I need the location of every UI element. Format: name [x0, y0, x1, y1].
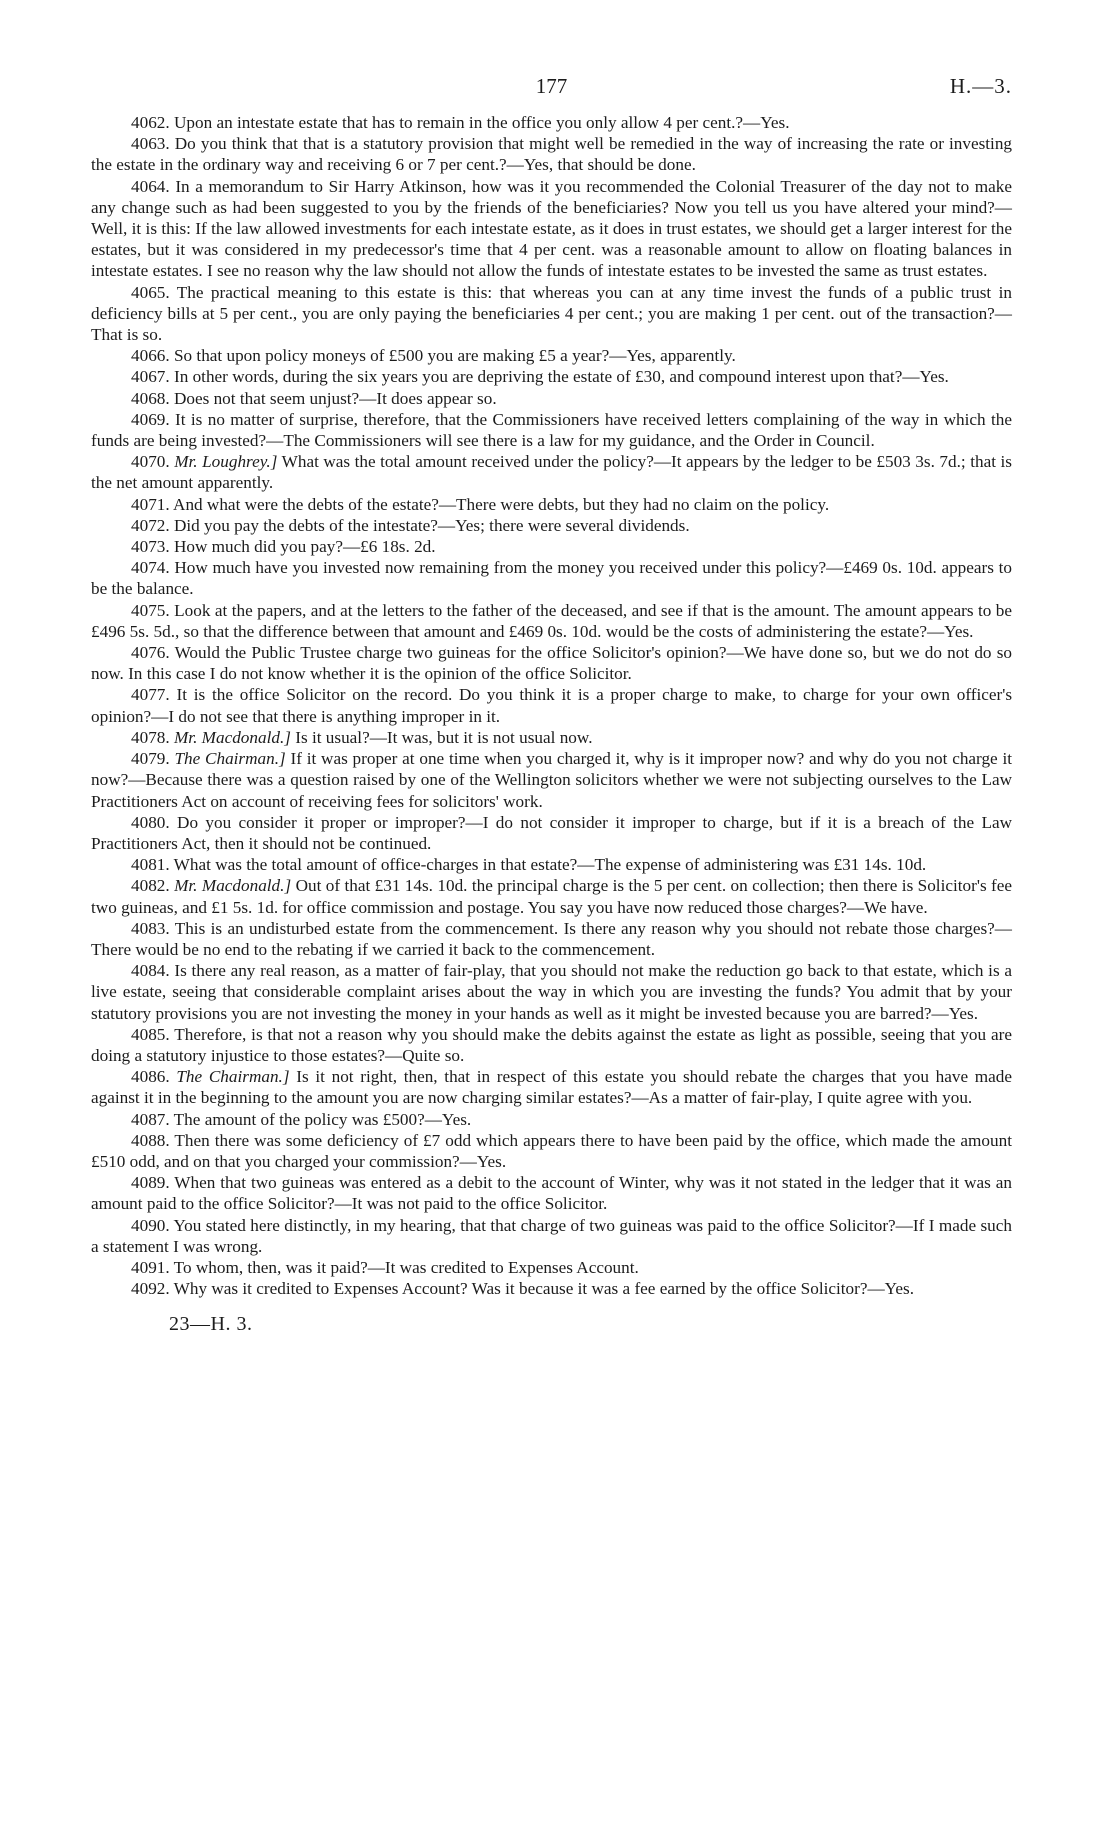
speaker-name: The Chairman.] — [176, 1067, 290, 1087]
testimony-paragraph — [91, 600, 1012, 642]
paragraph-text: Why was it credited to Expenses Account? Was it because it was a fee earned by the office Solicitor?—Yes. — [173, 1279, 914, 1299]
paragraph-text: Did you pay the debts of the intestate?—Yes; there were several dividends. — [173, 515, 690, 535]
testimony-paragraph — [91, 1215, 1012, 1257]
paragraph-text: When that two guineas was entered as a debit to the account of Winter, why was it not stated in the ledger that it was an amount paid to the office Solicitor?—It was not paid to the office Solicitor. — [91, 1173, 1012, 1214]
paragraph-text: The amount of the policy was £500?—Yes. — [173, 1109, 472, 1129]
testimony-paragraph — [91, 536, 1012, 557]
paragraph-text: In other words, during the six years you are depriving the estate of £30, and compound interest upon that?—Yes. — [173, 367, 949, 387]
testimony-paragraph — [91, 1257, 1012, 1278]
paragraph-text: Do you think that that is a statutory provision that might well be remedied in the way of increasing the rate or investing the estate in the ordinary way and receiving 6 or 7 per cent.?—Yes, that should be done. — [91, 134, 1013, 175]
question-number: 4063. — [131, 134, 170, 154]
question-number: 4069. — [131, 409, 170, 429]
question-number: 4076. — [131, 643, 170, 663]
question-number: 4072. — [131, 515, 170, 535]
testimony-paragraph — [91, 557, 1012, 599]
question-number: 4064. — [131, 176, 170, 196]
paragraph-text: Look at the papers, and at the letters to the father of the deceased, and see if that is the amount. The amount appears to be £496 5s. 5d., so that the difference between that amount and £469 0s. 10d. would be the costs of administering the estate?—Yes. — [91, 600, 1013, 641]
question-number: 4089. — [131, 1173, 170, 1193]
testimony-paragraph — [91, 1278, 1012, 1299]
document-body — [91, 112, 1012, 1299]
testimony-paragraph — [91, 812, 1012, 854]
paragraph-text: You stated here distinctly, in my hearing, that that charge of two guineas was paid to the office Solicitor?—If I made such a statement I was wrong. — [91, 1215, 1012, 1256]
question-number: 4092. — [131, 1279, 170, 1299]
paragraph-text: Upon an intestate estate that has to remain in the office you only allow 4 per cent.?—Yes. — [173, 113, 790, 132]
testimony-paragraph — [91, 727, 1012, 748]
testimony-paragraph — [91, 1109, 1012, 1130]
paragraph-text: Therefore, is that not a reason why you should make the debits against the estate as light as possible, seeing that you are doing a statutory injustice to those estates?—Quite so. — [91, 1024, 1012, 1065]
question-number: 4062. — [131, 113, 170, 132]
question-number: 4082. — [131, 876, 170, 896]
paragraph-text: What was the total amount received under the policy?—It appears by the ledger to be £503 3s. 7d.; that is the net amount apparently. — [91, 452, 1012, 493]
paragraph-text: Does not that seem unjust?—It does appear so. — [173, 388, 497, 408]
question-number: 4088. — [131, 1130, 170, 1150]
paragraph-text: And what were the debts of the estate?—There were debts, but they had no claim on the policy. — [173, 494, 830, 514]
question-number: 4080. — [131, 812, 170, 832]
question-number: 4087. — [131, 1109, 170, 1129]
question-number: 4081. — [131, 855, 170, 875]
testimony-paragraph — [91, 748, 1012, 812]
testimony-paragraph — [91, 960, 1012, 1024]
question-number: 4067. — [131, 367, 170, 387]
testimony-paragraph — [91, 515, 1012, 536]
testimony-paragraph — [91, 642, 1012, 684]
testimony-paragraph — [91, 1172, 1012, 1214]
question-number: 4065. — [131, 282, 170, 302]
testimony-paragraph — [91, 366, 1012, 387]
question-number: 4079. — [131, 749, 170, 769]
paragraph-text: The practical meaning to this estate is this: that whereas you can at any time invest the funds of a public trust in deficiency bills at 5 per cent., you are only paying the beneficiaries 4 per cent.; you are making 1 per cent. out of the transaction?—That is so. — [91, 282, 1012, 345]
paragraph-text: Then there was some deficiency of £7 odd which appears there to have been paid by the office, which made the amount £510 odd, and on that you charged your commission?—Yes. — [91, 1130, 1012, 1171]
question-number: 4068. — [131, 388, 170, 408]
paragraph-text: This is an undisturbed estate from the commencement. Is there any reason why you should not rebate those charges?—There would be no end to the rebating if we carried it back to the commencement. — [91, 918, 1012, 959]
testimony-paragraph — [91, 388, 1012, 409]
paragraph-text: In a memorandum to Sir Harry Atkinson, how was it you recommended the Colonial Treasurer of the day not to make any change such as had been suggested to you by the friends of the beneficiaries? Now you tell us you have altered your mind?—Well, it is this: If the law allowed investments for each intestate estate, as it does in trust estates, we should get a larger interest for the estates, but it was considered in my predecessor's time that 4 per cent. was a reasonable amount to allow on floating balances in intestate estates. I see no reason why the law should not allow the funds of intestate estates to be invested the same as trust estates. — [91, 176, 1013, 281]
question-number: 4091. — [131, 1257, 170, 1277]
question-number: 4086. — [131, 1067, 170, 1087]
speaker-name: Mr. Loughrey.] — [174, 452, 278, 472]
question-number: 4085. — [131, 1024, 170, 1044]
page-header — [91, 74, 1012, 112]
paragraph-text: How much have you invested now remaining from the money you received under this policy?—£469 0s. 10d. appears to be the balance. — [91, 558, 1013, 599]
page-number: 177 — [535, 74, 568, 98]
testimony-paragraph — [91, 1066, 1012, 1108]
question-number: 4090. — [131, 1215, 170, 1235]
question-number: 4078. — [131, 727, 170, 747]
testimony-paragraph — [91, 345, 1012, 366]
question-number: 4066. — [131, 346, 170, 366]
paragraph-text: What was the total amount of office-charges in that estate?—The expense of administering was £31 14s. 10d. — [173, 855, 927, 875]
testimony-paragraph — [91, 875, 1012, 917]
testimony-paragraph — [91, 1024, 1012, 1066]
page-footer-signature: 23—H. 3. — [169, 1313, 253, 1336]
testimony-paragraph — [91, 133, 1012, 175]
paragraph-text: Is it usual?—It was, but it is not usual now. — [295, 727, 593, 747]
paragraph-text: So that upon policy moneys of £500 you are making £5 a year?—Yes, apparently. — [173, 346, 736, 366]
question-number: 4083. — [131, 918, 170, 938]
paragraph-text: Do you consider it proper or improper?—I do not consider it improper to charge, but if it is a breach of the Law Practitioners Act, then it should not be continued. — [91, 812, 1012, 853]
paragraph-text: To whom, then, was it paid?—It was credited to Expenses Account. — [173, 1257, 639, 1277]
paragraph-text: Out of that £31 14s. 10d. the principal charge is the 5 per cent. on collection; then there is Solicitor's fee two guineas, and £1 5s. 1d. for office commission and postage. You say you have now reduced those charges?—We have. — [91, 876, 1013, 917]
testimony-paragraph — [91, 409, 1012, 451]
paragraph-text: It is the office Solicitor on the record. Do you think it is a proper charge to make, to charge for your own officer's opinion?—I do not see that there is anything improper in it. — [91, 685, 1013, 726]
question-number: 4071. — [131, 494, 170, 514]
testimony-paragraph — [91, 451, 1012, 493]
paragraph-text: Would the Public Trustee charge two guineas for the office Solicitor's opinion?—We have done so, but we do not do so now. In this case I do not know whether it is the opinion of the office Solicitor. — [91, 643, 1012, 684]
speaker-name: Mr. Macdonald.] — [174, 876, 292, 896]
document-reference: H.—3. — [949, 74, 1012, 98]
paragraph-text: Is it not right, then, that in respect of this estate you should rebate the charges that you have made against it in the beginning to the amount you are now charging similar estates?—As a matter of fair-play, I quite agree with you. — [91, 1067, 1013, 1108]
testimony-paragraph — [91, 684, 1012, 726]
paragraph-text: It is no matter of surprise, therefore, that the Commissioners have received letters complaining of the way in which the funds are being invested?—The Commissioners will see there is a law for my guidance, and the Order in Council. — [91, 409, 1012, 451]
question-number: 4070. — [131, 452, 170, 472]
testimony-paragraph — [91, 112, 1012, 133]
paragraph-text: If it was proper at one time when you charged it, why is it improper now? and why do you not charge it now?—Because there was a question raised by one of the Wellington solicitors whether we were not subjecting ourselves to the Law Practitioners Act on account of receiving fees for solicitors' work. — [91, 749, 1013, 811]
paragraph-text: How much did you pay?—£6 18s. 2d. — [173, 537, 436, 557]
paragraph-text: Is there any real reason, as a matter of fair-play, that you should not make the reduction go back to that estate, which is a live estate, seeing that considerable complaint arises about the way in which you are investing the funds? You admit that by your statutory provisions you are not investing the money in your hands as well as it might be invested because you are barred?—Yes. — [91, 961, 1012, 1023]
question-number: 4075. — [131, 600, 170, 620]
testimony-paragraph — [91, 854, 1012, 875]
question-number: 4077. — [131, 685, 170, 705]
testimony-paragraph — [91, 176, 1012, 282]
speaker-name: Mr. Macdonald.] — [173, 727, 291, 747]
testimony-paragraph — [91, 494, 1012, 515]
testimony-paragraph — [91, 918, 1012, 960]
testimony-paragraph — [91, 1130, 1012, 1172]
testimony-paragraph — [91, 282, 1012, 346]
question-number: 4073. — [131, 537, 170, 557]
speaker-name: The Chairman.] — [174, 749, 286, 769]
question-number: 4074. — [131, 558, 170, 578]
question-number: 4084. — [131, 961, 170, 981]
